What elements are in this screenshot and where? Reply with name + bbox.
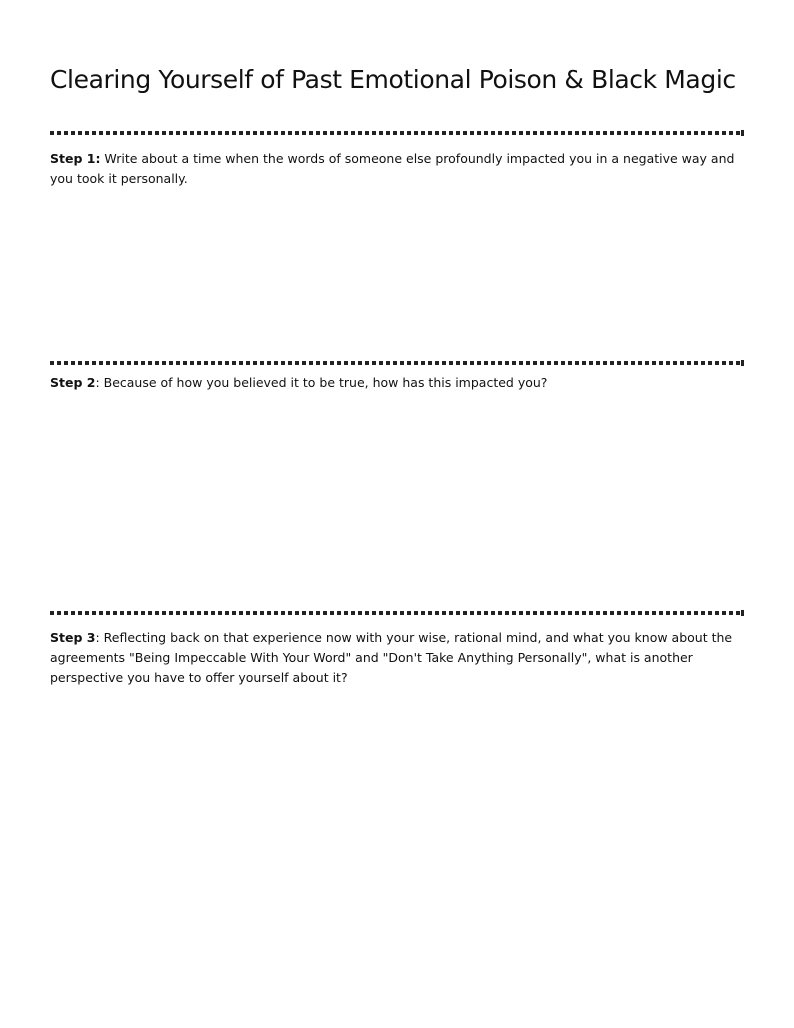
step-1-prompt	[50, 149, 740, 189]
section-divider-2	[50, 361, 744, 365]
section-divider-1	[50, 131, 744, 135]
divider-end-cap	[741, 130, 744, 136]
step-3-label: Step 3	[50, 630, 96, 645]
step-3-answer-area[interactable]	[50, 695, 744, 1005]
step-2-label: Step 2	[50, 375, 96, 390]
step-3-prompt	[50, 628, 740, 688]
step-2-text: : Because of how you believed it to be true, how has this impacted you?	[95, 375, 548, 390]
step-2-answer-area[interactable]	[50, 400, 744, 605]
step-3-text: : Reflecting back on that experience now with your wise, rational mind, and what you know about the agreements "Being Impeccable With Your Word" and "Don't Take Anything Personally", what is another perspective you have to offer yourself about it?	[50, 630, 733, 685]
step-1-text: Write about a time when the words of someone else profoundly impacted you in a negative way and you took it personally.	[50, 151, 735, 186]
worksheet-title: Clearing Yourself of Past Emotional Poison & Black Magic	[50, 65, 736, 94]
divider-end-cap	[741, 360, 744, 366]
section-divider-3	[50, 611, 744, 615]
step-1-answer-area[interactable]	[50, 195, 744, 355]
divider-end-cap	[741, 610, 744, 616]
step-1-label: Step 1:	[50, 151, 101, 166]
step-2-prompt	[50, 373, 740, 393]
